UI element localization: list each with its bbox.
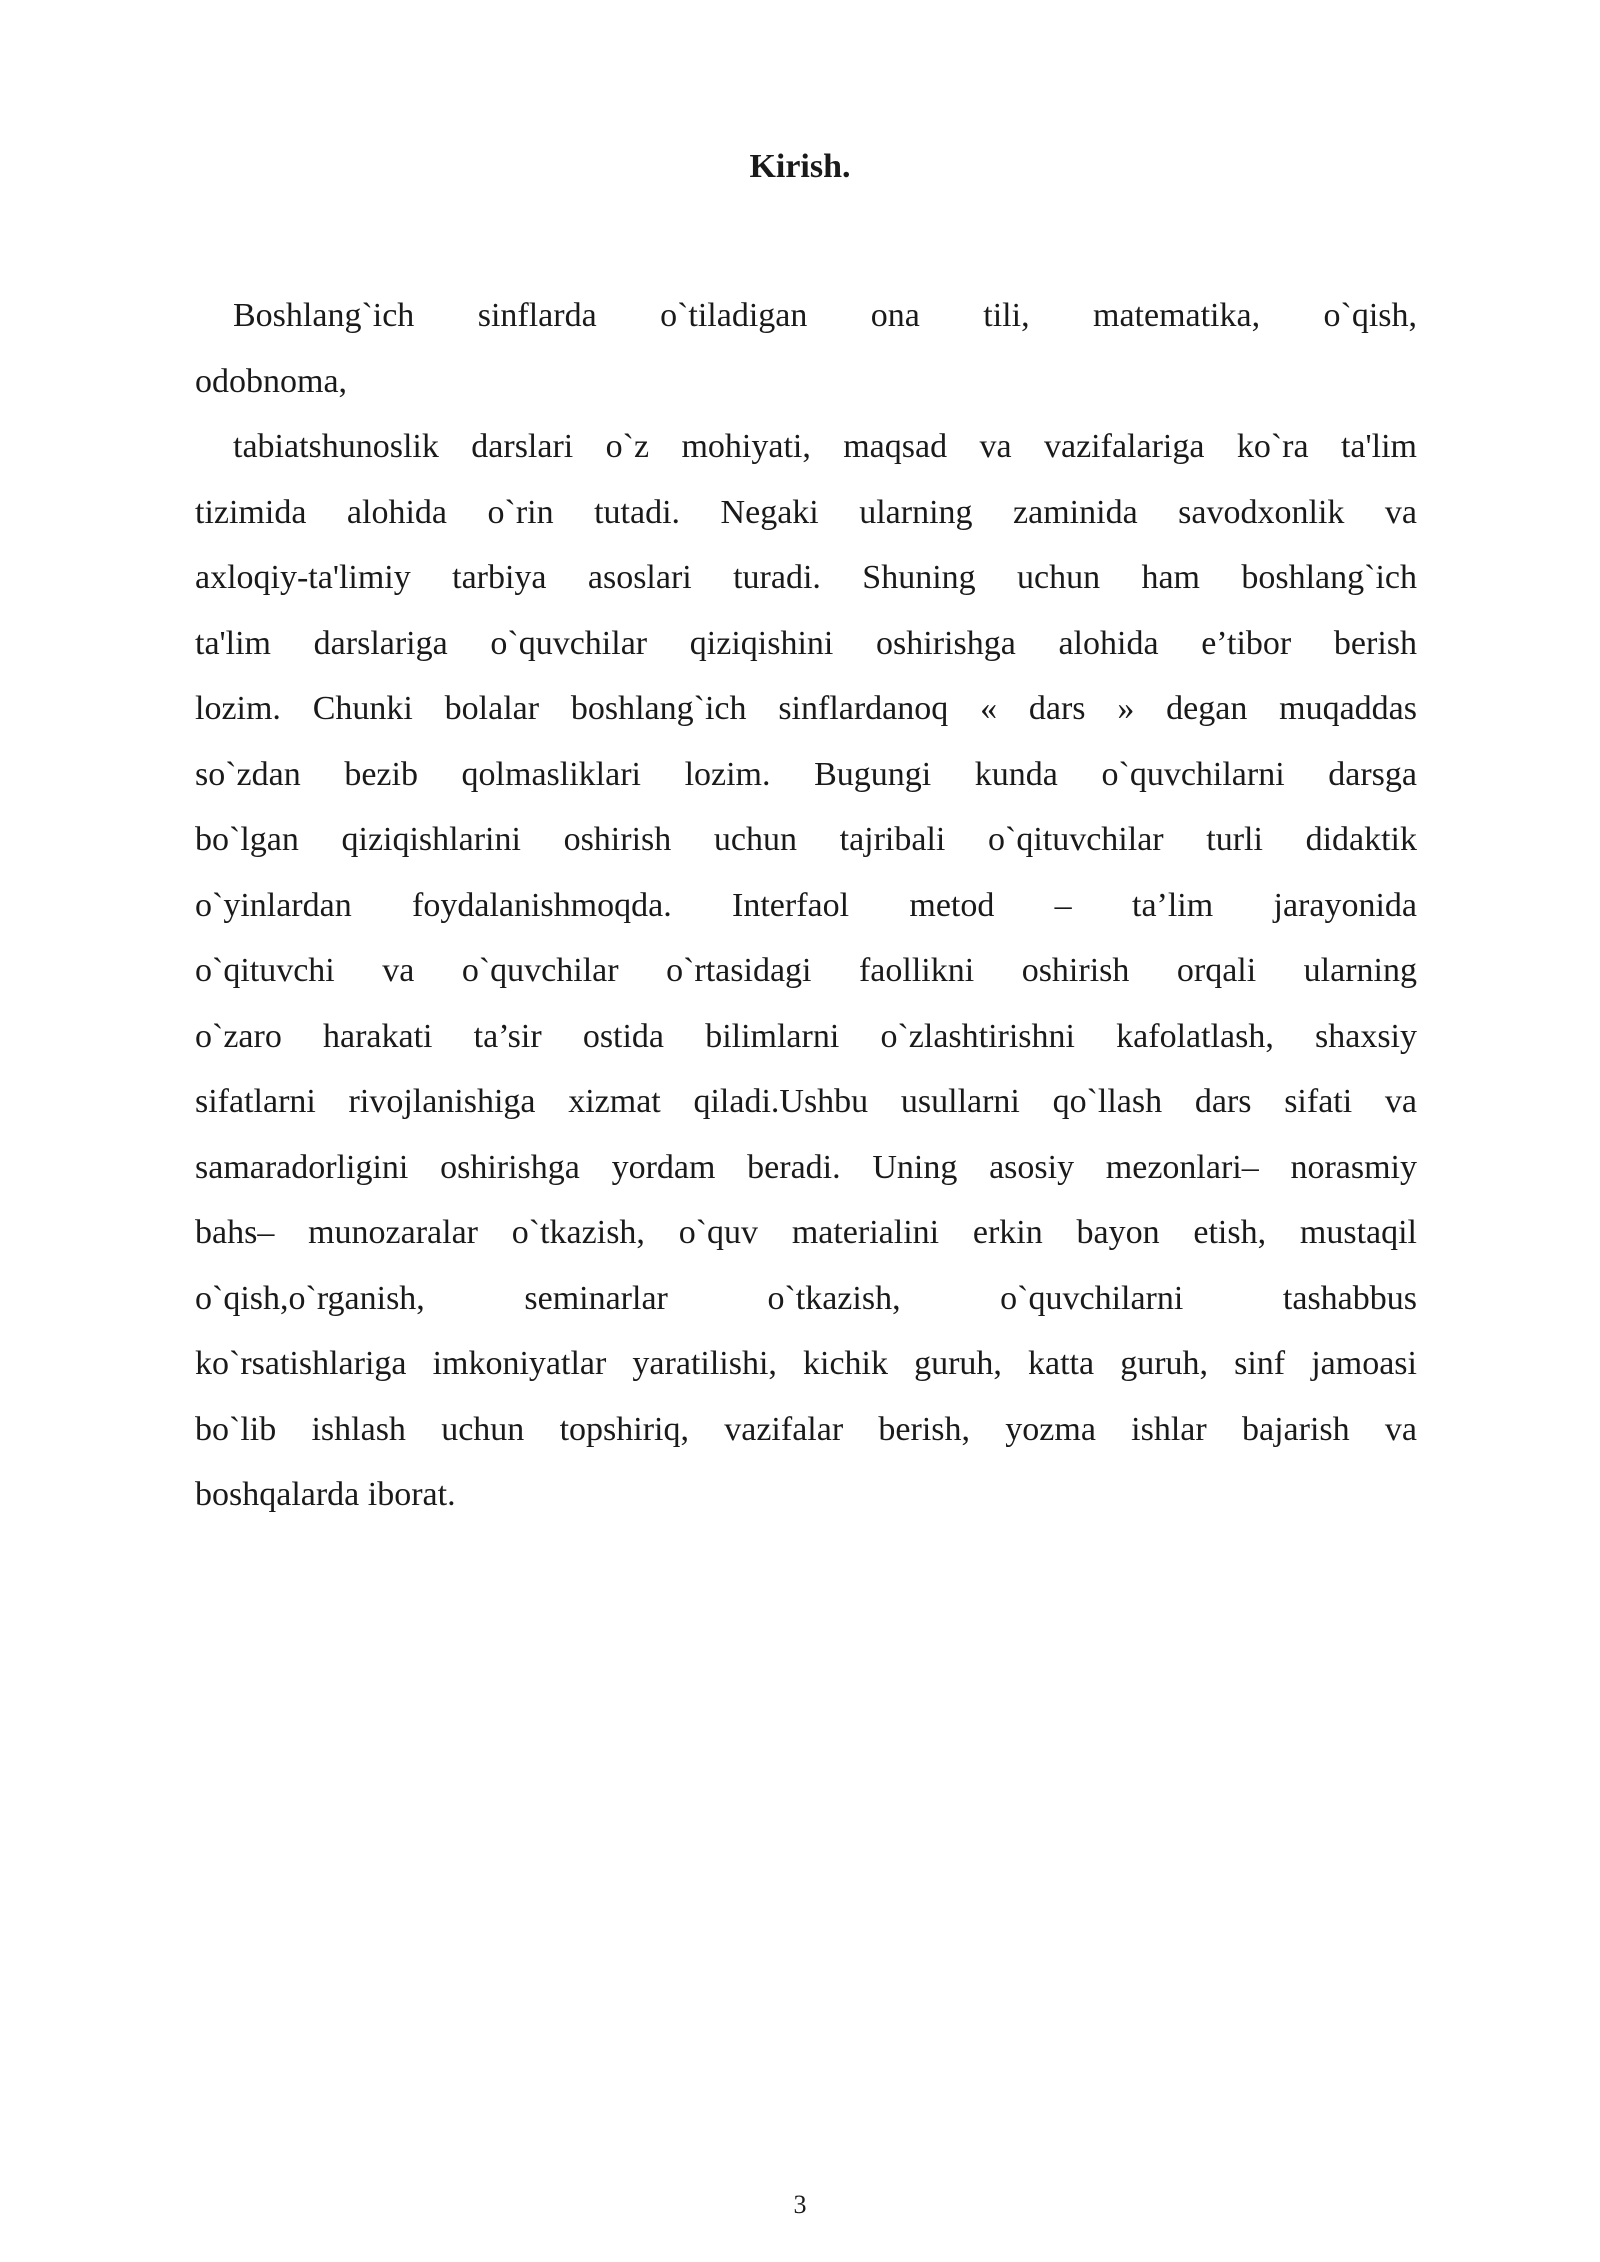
text-line: boshqalarda iborat. (195, 1476, 456, 1513)
text-line: o`qituvchi va o`quvchilar o`rtasidagi faollikni oshirish orqali ularning (195, 952, 1417, 989)
text-line: samaradorligini oshirishga yordam beradi. Uning asosiy mezonlari– norasmiy (195, 1148, 1417, 1186)
page-number: 3 (793, 2190, 807, 2219)
page-title: Kirish. (749, 148, 851, 185)
text-line: sifatlarni rivojlanishiga xizmat qiladi.Ushbu usullarni qo`llash dars sifati va (195, 1083, 1417, 1120)
text-line: bo`lib ishlash uchun topshiriq, vazifalar berish, yozma ishlar bajarish va (195, 1410, 1417, 1448)
text-line: tabiatshunoslik darslari o`z mohiyati, maqsad va vazifalariga ko`ra ta'lim (233, 428, 1417, 465)
body-paragraph (195, 283, 1417, 1528)
text-line: bo`lgan qiziqishlarini oshirish uchun tajribali o`qituvchilar turli didaktik (195, 821, 1417, 858)
text-line: lozim. Chunki bolalar boshlang`ich sinflardanoq « dars » degan muqaddas (195, 690, 1417, 727)
text-line: Boshlang`ich sinflarda o`tiladigan ona tili, matematika, o`qish, (233, 297, 1417, 334)
text-line: o`yinlardan foydalanishmoqda. Interfaol metod – ta’lim jarayonida (195, 886, 1417, 924)
text-line: odobnoma, (195, 362, 348, 400)
text-line: axloqiy-ta'limiy tarbiya asoslari turadi. Shuning uchun ham boshlang`ich (195, 559, 1417, 596)
text-line: so`zdan bezib qolmasliklari lozim. Bugungi kunda o`quvchilarni darsga (195, 755, 1417, 793)
text-line: o`qish,o`rganish, seminarlar o`tkazish, o`quvchilarni tashabbus (195, 1279, 1417, 1317)
text-line: ta'lim darslariga o`quvchilar qiziqishini oshirishga alohida e’tibor berish (195, 624, 1417, 662)
text-line: ko`rsatishlariga imkoniyatlar yaratilishi, kichik guruh, katta guruh, sinf jamoasi (195, 1345, 1417, 1382)
text-line: bahs– munozaralar o`tkazish, o`quv materialini erkin bayon etish, mustaqil (195, 1214, 1417, 1251)
text-line: o`zaro harakati ta’sir ostida bilimlarni o`zlashtirishni kafolatlash, shaxsiy (195, 1017, 1417, 1055)
text-line: tizimida alohida o`rin tutadi. Negaki ularning zaminida savodxonlik va (195, 493, 1417, 531)
